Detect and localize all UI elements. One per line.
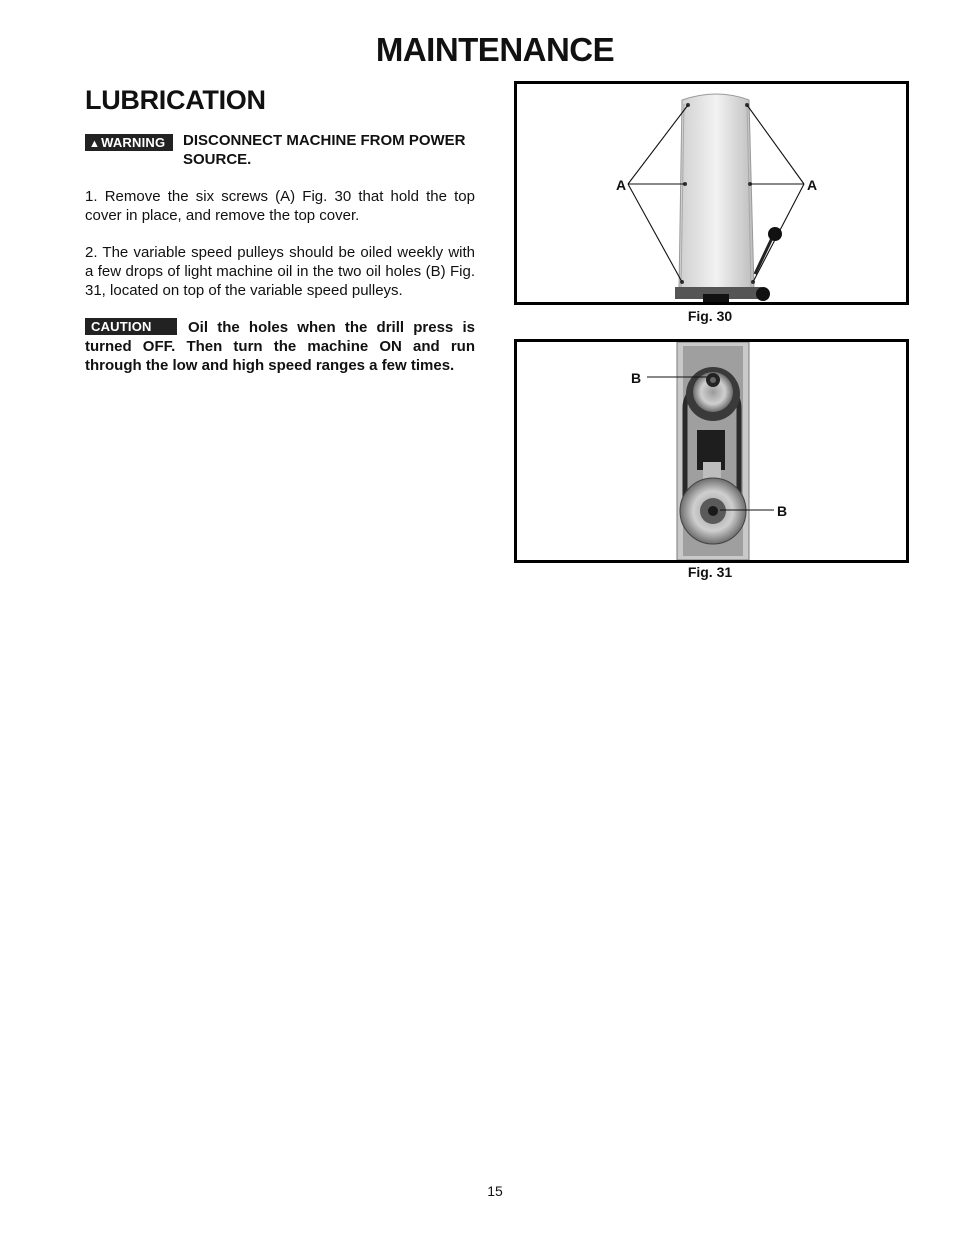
caution-block [85, 318, 475, 375]
variable-speed-pulleys-illustration [517, 342, 906, 560]
caution-badge: CAUTION [85, 318, 177, 335]
drill-press-top-cover-illustration [517, 84, 906, 302]
callout-b-bottom: B [777, 503, 788, 519]
step-1: 1. Remove the six screws (A) Fig. 30 that hold the top cover in place, and remove the top cover. [85, 188, 475, 224]
warning-text: DISCONNECT MACHINE FROM POWER SOURCE. [183, 132, 466, 168]
figure-30-photo [514, 81, 909, 305]
warning-triangle-icon: ▲ [89, 138, 101, 150]
warning-badge-label: WARNING [101, 135, 166, 150]
warning-badge [85, 134, 173, 151]
page-title: MAINTENANCE [375, 31, 615, 68]
caution-text: Oil the holes when the drill press is turned OFF. Then turn the machine ON and run through the low and high speed ranges a few times. [85, 319, 475, 374]
figure-31-photo [514, 339, 909, 563]
figure-31-caption: Fig. 31 [687, 564, 733, 580]
callout-a-left: A [616, 177, 627, 193]
callout-a-right: A [807, 177, 818, 193]
section-title-lubrication: LUBRICATION [85, 85, 266, 115]
page-number: 15 [487, 1183, 503, 1199]
step-2: 2. The variable speed pulleys should be oiled weekly with a few drops of light machine oil in the two oil holes (B) Fig. 31, located on top of the variable speed pulleys. [85, 244, 475, 299]
callout-b-top: B [631, 370, 642, 386]
figure-30-caption: Fig. 30 [687, 308, 733, 324]
